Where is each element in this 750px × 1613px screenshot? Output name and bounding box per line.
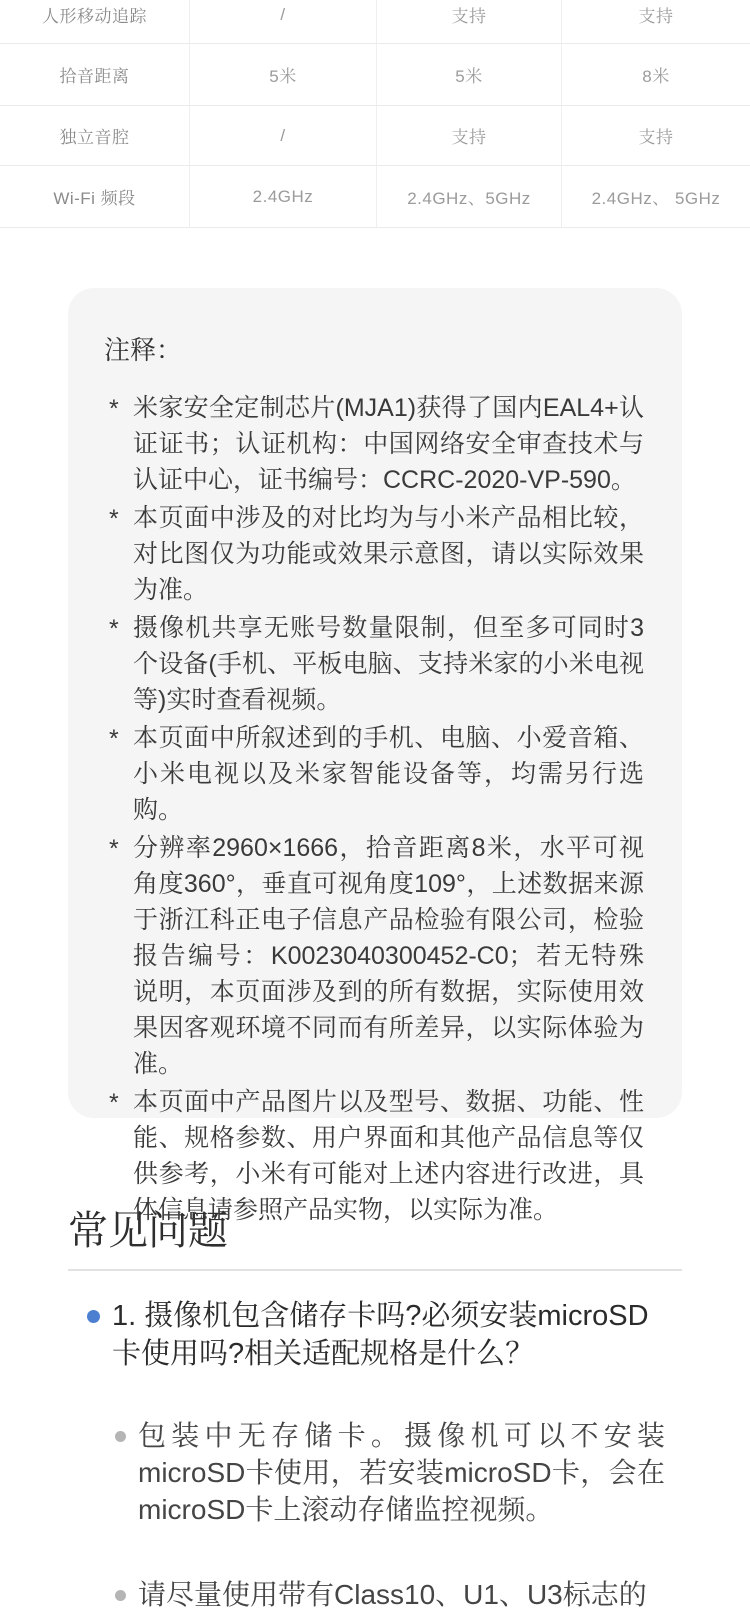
spec-value: 支持 [562, 106, 750, 166]
spec-value: 支持 [377, 0, 562, 44]
note-item [104, 720, 644, 828]
faq-section-title: 常见问题 [68, 1209, 228, 1253]
note-text: 分辨率2960×1666，拾音距离8米，水平可视角度360°，垂直可视角度109°，上述数据来源于浙江科正电子信息产品检验有限公司，检验报告编号：K0023040300452-C0；若无特殊说明，本页面涉及到的所有数据，实际使用效果因客观环境不同而有所差异，以实际体验为准。 [133, 834, 644, 1078]
spec-row-label: 拾音距离 [0, 44, 190, 106]
note-item [104, 500, 644, 608]
asterisk-marker: * [109, 615, 119, 643]
spec-value: 2.4GHz、 5GHz [562, 166, 750, 228]
spec-value: 5米 [377, 44, 562, 106]
spec-value: 2.4GHz [190, 166, 377, 228]
answer-bullet-icon [115, 1590, 126, 1601]
asterisk-marker: * [109, 395, 119, 423]
asterisk-marker: * [109, 835, 119, 863]
note-item [104, 610, 644, 718]
faq-question [68, 1297, 682, 1373]
note-text: 本页面中所叙述到的手机、电脑、小爱音箱、小米电视以及米家智能设备等，均需另行选购。 [133, 724, 644, 824]
spec-value: 5米 [190, 44, 377, 106]
spec-value: 支持 [377, 106, 562, 166]
note-text: 本页面中涉及的对比均为与小米产品相比较，对比图仅为功能或效果示意图，请以实际效果为准。 [133, 504, 644, 604]
faq-answer-text: 包装中无存储卡。摄像机可以不安装microSD卡使用，若安装microSD卡，会在microSD卡上滚动存储监控视频。 [138, 1420, 665, 1525]
note-item [104, 1084, 644, 1228]
faq-section [68, 1207, 682, 1613]
note-item [104, 830, 644, 1082]
spec-value: 2.4GHz、5GHz [377, 166, 562, 228]
answer-bullet-icon [115, 1431, 126, 1442]
spec-value: / [190, 0, 377, 44]
spec-row-label: 独立音腔 [0, 106, 190, 166]
faq-question-text: 1. 摄像机包含储存卡吗?必须安装microSD卡使用吗?相关适配规格是什么？ [112, 1300, 649, 1370]
question-bullet-icon [87, 1310, 100, 1323]
spec-value: / [190, 106, 377, 166]
asterisk-marker: * [109, 725, 119, 753]
asterisk-marker: * [109, 1089, 119, 1117]
spec-value: 支持 [562, 0, 750, 44]
spec-row-label: 人形移动追踪 [0, 0, 190, 44]
faq-answer [68, 1576, 682, 1613]
note-item [104, 390, 644, 498]
spec-row-label: Wi-Fi 频段 [0, 166, 190, 228]
notes-list [104, 390, 644, 1228]
spec-value: 8米 [562, 44, 750, 106]
notes-title: 注释： [104, 335, 183, 365]
asterisk-marker: * [109, 505, 119, 533]
note-text: 本页面中产品图片以及型号、数据、功能、性能、规格参数、用户界面和其他产品信息等仅供参考，小米有可能对上述内容进行改进，具体信息请参照产品实物，以实际为准。 [133, 1088, 644, 1224]
spec-comparison-table [0, 0, 750, 228]
faq-answer-text: 请尽量使用带有Class10、U1、U3标志的 [138, 1579, 647, 1610]
faq-answer [68, 1417, 682, 1528]
section-divider [68, 1269, 682, 1271]
note-text: 米家安全定制芯片(MJA1)获得了国内EAL4+认证证书；认证机构：中国网络安全审查技术与认证中心，证书编号：CCRC-2020-VP-590。 [133, 394, 644, 494]
notes-box [68, 288, 682, 1224]
note-text: 摄像机共享无账号数量限制，但至多可同时3个设备(手机、平板电脑、支持米家的小米电视等)实时查看视频。 [133, 614, 644, 714]
